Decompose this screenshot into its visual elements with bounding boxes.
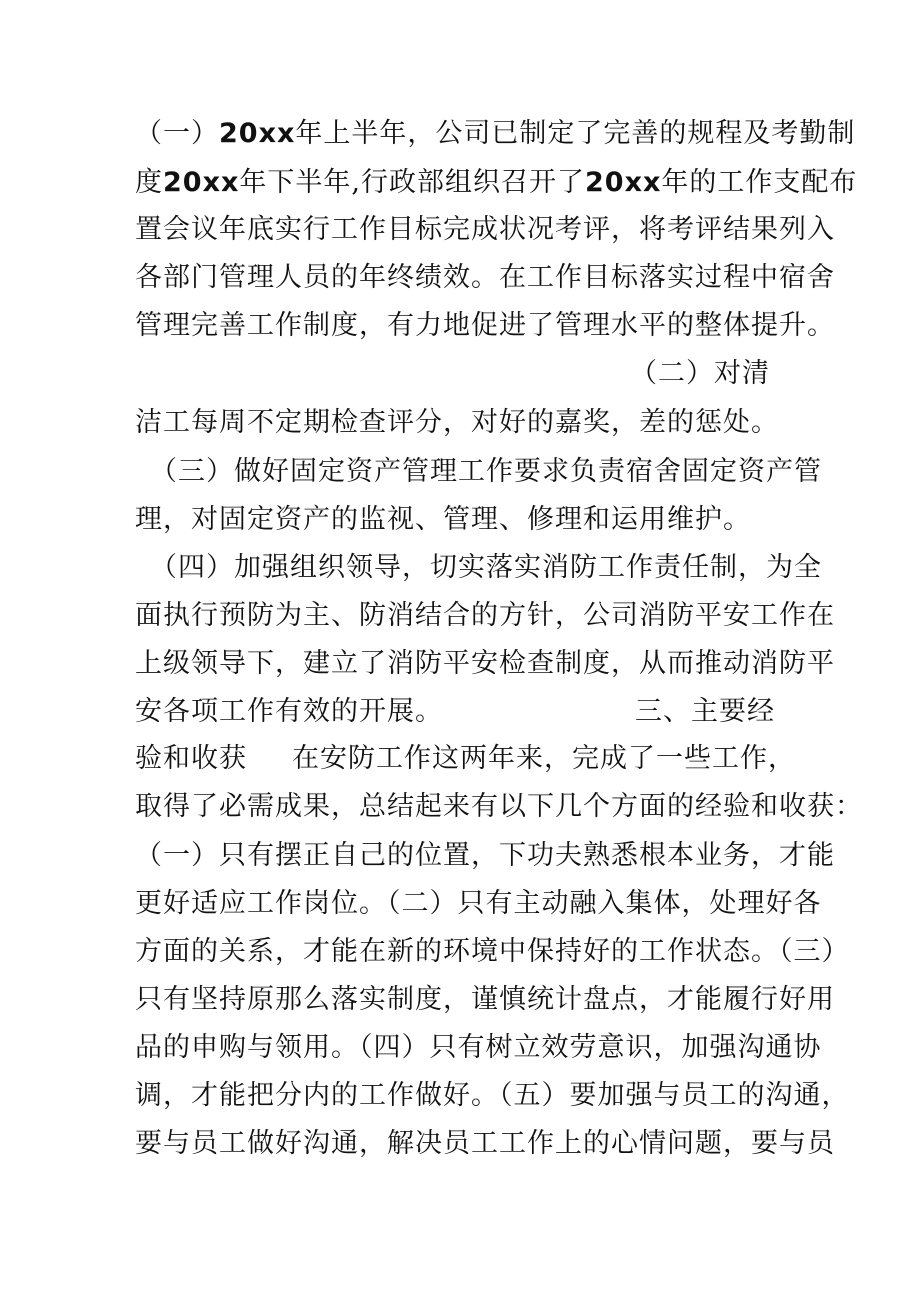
text-run: 度: [135, 167, 163, 198]
text-run: 品的申购与领用。（四）只有树立效劳意识，加强沟通协: [135, 1032, 822, 1063]
text-run: 只有坚持原那么落实制度，谨慎统计盘点，才能履行好用: [135, 984, 835, 1015]
text-run: 在安防工作这两年来，完成了一些工作，: [292, 743, 796, 774]
text-run: 管理完善工作制度，有力地促进了管理水平的整体提升。: [135, 310, 835, 341]
text-run: 安各项工作有效的开展。: [135, 696, 443, 727]
text-run: 更好适应工作岗位。（二）只有主动融入集体，处理好各: [135, 888, 822, 919]
text-line: [135, 785, 863, 829]
text-run: 面执行预防为主、防消结合的方针，公司消防平安工作在: [135, 600, 835, 631]
text-line: [135, 1074, 850, 1118]
text-run: 理，对固定资产的监视、管理、修理和运用维护。: [135, 504, 751, 535]
text-line: [135, 304, 835, 348]
text-line: [135, 882, 822, 926]
text-line: [135, 690, 815, 734]
text-line: [135, 642, 835, 686]
text-run: （四）加强组织领导，切实落实消防工作责任制，为全: [150, 552, 822, 583]
text-line: [135, 1026, 822, 1070]
text-line: [135, 208, 835, 252]
section-heading: 三、主要经: [635, 696, 775, 727]
text-run: （一）只有摆正自己的位置，下功夫熟悉根本业务，才能: [135, 840, 835, 871]
text-run: 年上半年，公司已制定了完善的规程及考勤制: [295, 118, 856, 149]
text-run: ,: [351, 167, 361, 198]
text-line: [135, 930, 850, 974]
text-run: 各部门管理人员的年终绩效。在工作目标落实过程中宿舍: [135, 262, 835, 293]
text-run: 取得了必需成果，总结起来有以下几个方面的经验和收获：: [135, 791, 863, 822]
text-line: [135, 594, 835, 638]
text-run: 要与员工做好沟通，解决员工工作上的心情问题，要与员: [135, 1128, 835, 1159]
text-line: [135, 161, 858, 205]
text-run: 上级领导下，建立了消防平安检查制度，从而推动消防平: [135, 648, 835, 679]
text-line: [135, 1122, 835, 1166]
text-line: [150, 546, 830, 590]
text-line: [135, 401, 815, 445]
text-line: [150, 450, 830, 494]
text-line: [135, 112, 856, 156]
text-line: [135, 978, 835, 1022]
year-text: 20xx: [219, 118, 296, 149]
text-run: 置会议年底实行工作目标完成状况考评，将考评结果列入: [135, 214, 835, 245]
text-run: 年下半年: [239, 167, 352, 198]
year-text: 20xx: [585, 167, 662, 198]
year-text: 20xx: [163, 167, 240, 198]
text-line: [630, 352, 780, 396]
text-run: 洁工每周不定期检查评分，对好的嘉奖，差的惩处。: [135, 407, 779, 438]
text-run: 方面的关系，才能在新的环境中保持好的工作状态。（三）: [135, 936, 850, 967]
section-heading: 验和收获: [135, 743, 247, 774]
text-run: 行政部组织召开了: [361, 167, 585, 198]
text-run: 调，才能把分内的工作做好。（五）要加强与员工的沟通，: [135, 1080, 850, 1111]
text-line: [135, 737, 815, 781]
text-run: （二）对清: [630, 358, 770, 389]
text-run: 年的工作支配布: [661, 167, 858, 198]
text-line: [135, 498, 815, 542]
text-line: [135, 834, 835, 878]
text-run: （一）: [135, 118, 219, 149]
text-line: [135, 256, 835, 300]
text-run: （三）做好固定资产管理工作要求负责宿舍固定资产管: [150, 456, 822, 487]
